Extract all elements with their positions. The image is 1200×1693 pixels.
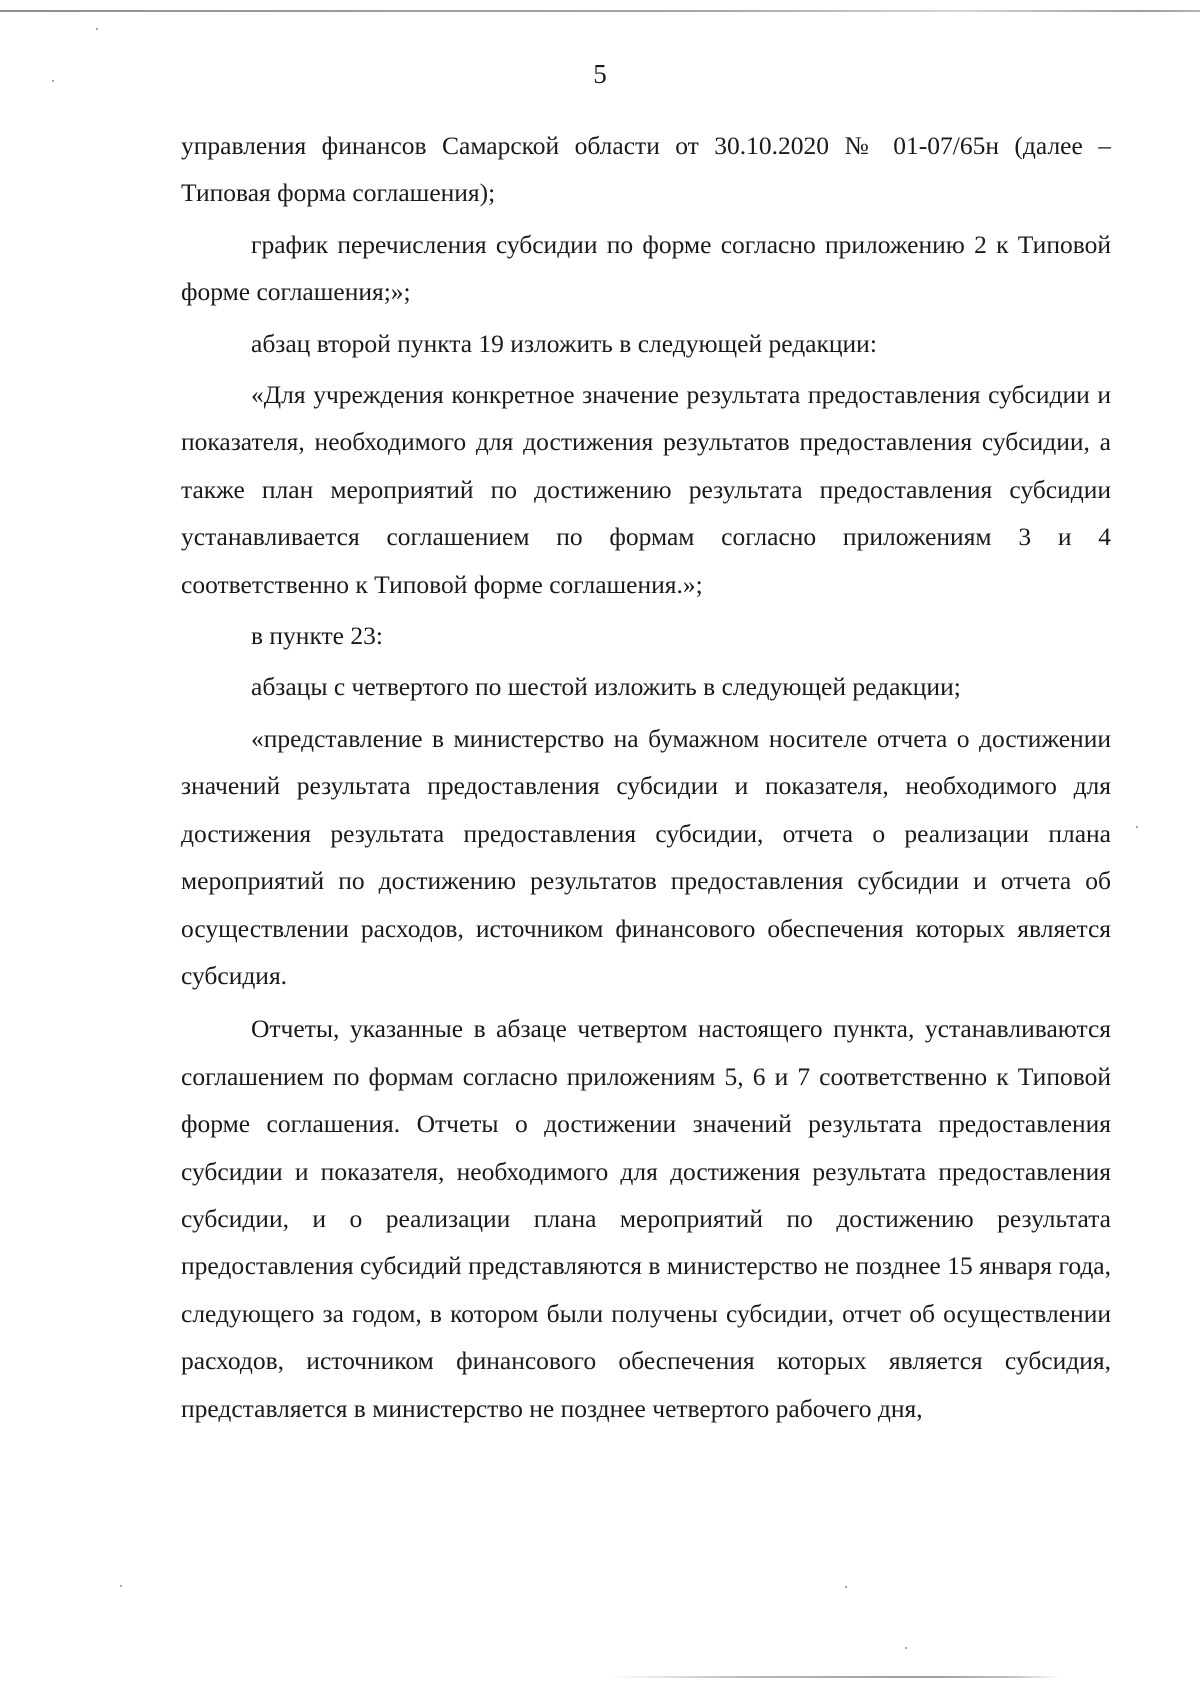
scan-edge-bottom (610, 1676, 1060, 1678)
paragraph: абзацы с четвертого по шестой изложить в следующей редакции; (251, 672, 961, 702)
scan-speck (845, 1586, 847, 1588)
scan-edge-top (0, 10, 1200, 12)
scan-speck (96, 28, 98, 30)
paragraph: «Для учреждения конкретное значение результата предоставления субсидии и показателя, необходимого для достижения результатов предоставления субсидии, а также план мероприятий по достижению результата предоставления субсидии устанавливается соглашением по формам согласно приложениям 3 и 4 соответственно к Типовой форме соглашения.»; (181, 380, 1111, 599)
paragraph: «представление в министерство на бумажном носителе отчета о достижении значений результата предоставления субсидии и показателя, необходимого для достижения результата предоставления субсидии, отчета о реализации плана мероприятий по достижению результатов предоставления субсидии и отчета об осуществлении расходов, источником финансового обеспечения которых является субсидия. (181, 723, 1111, 990)
paragraph: управления финансов Самарской области от 30.10.2020 № 01-07/65н (далее – Типовая форма соглашения); (181, 131, 1111, 208)
scan-speck (1136, 826, 1138, 828)
document-body (181, 122, 1111, 1432)
paragraph: в пункте 23: (251, 621, 383, 651)
scan-speck (905, 1647, 907, 1649)
paragraph: абзац второй пункта 19 изложить в следующей редакции: (251, 328, 877, 358)
paragraph: график перечисления субсидии по форме согласно приложению 2 к Типовой форме соглашения;»; (181, 229, 1111, 307)
paragraph: Отчеты, указанные в абзаце четвертом настоящего пункта, устанавливаются соглашением по формам согласно приложениям 5, 6 и 7 соответственно к Типовой форме соглашения. Отчеты о достижении значений результата предоставления субсидии и показателя, необходимого для достижения результата предоставления субсидии, и о реализации плана мероприятий по достижению результата предоставления субсидий представляются в министерство не позднее 15 января года, следующего за годом, в котором были получены субсидии, отчет об осуществлении расходов, источником финансового обеспечения которых является субсидия, представляется в министерство не позднее четвертого рабочего дня, (181, 1014, 1111, 1423)
page-number: 5 (593, 59, 607, 89)
scan-speck (120, 1585, 122, 1587)
